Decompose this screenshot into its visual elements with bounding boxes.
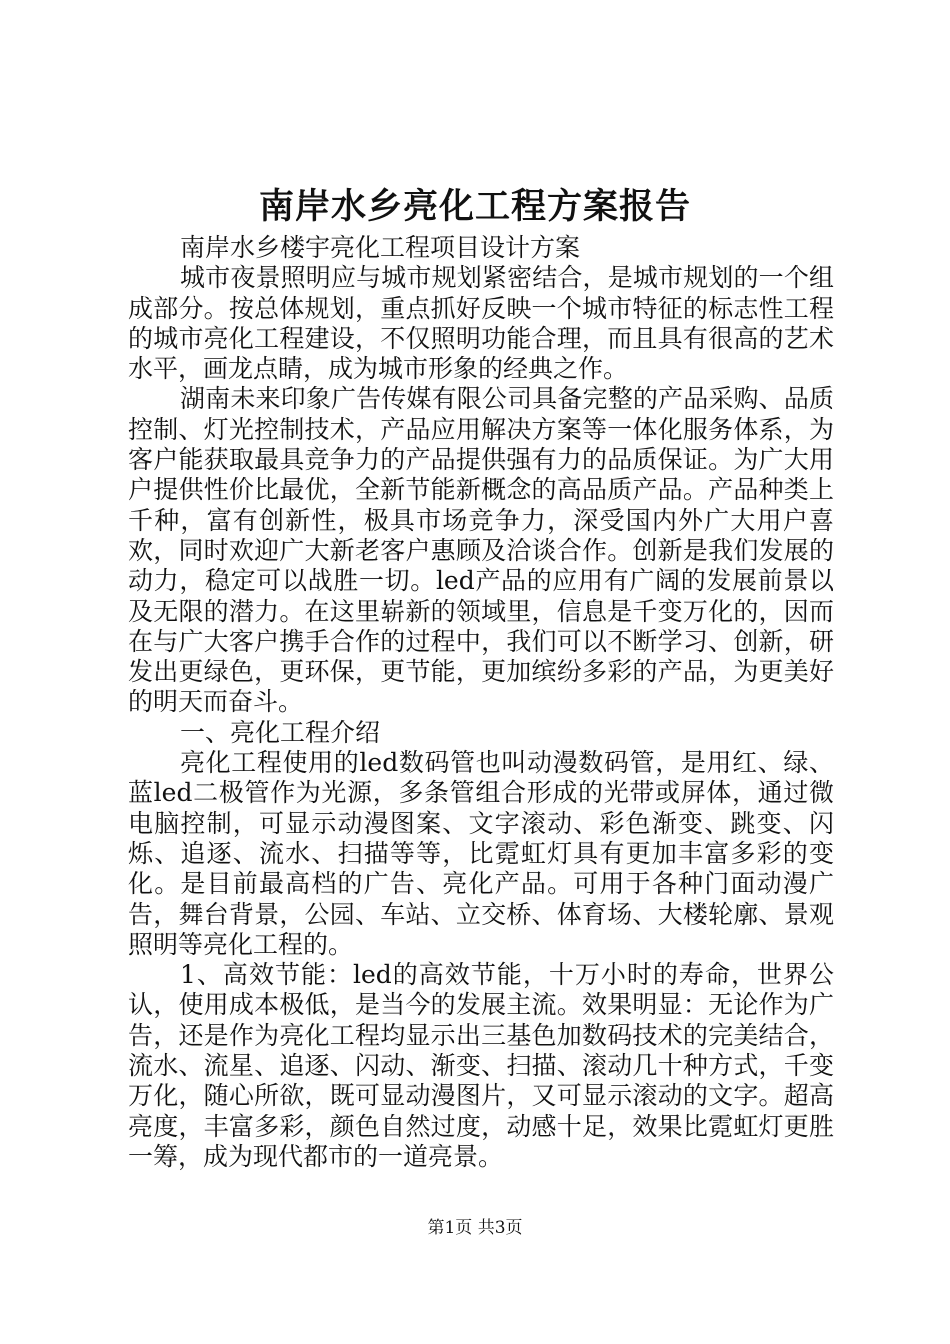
paragraph-company-intro: 湖南未来印象广告传媒有限公司具备完整的产品采购、品质控制、灯光控制技术，产品应用解决方案等一体化服务体系，为客户能获取最具竞争力的产品提供强有力的品质保证。为广大用户提供性价比最优，全新节能新概念的高品质产品。产品种类上千种，富有创新性，极具市场竞争力，深受国内外广大用户喜欢，同时欢迎广大新老客户惠顾及洽谈合作。创新是我们发展的动力，稳定可以战胜一切。led产品的应用有广阔的发展前景以及无限的潜力。在这里崭新的领域里，信息是千变万化的，因而在与广大客户携手合作的过程中，我们可以不断学习、创新，研发出更绿色，更环保，更节能，更加缤纷多彩的产品，为更美好的明天而奋斗。 <box>128 384 834 717</box>
document-title: 南岸水乡亮化工程方案报告 <box>258 186 691 227</box>
paragraph-city-lighting: 城市夜景照明应与城市规划紧密结合，是城市规划的一个组成部分。按总体规划，重点抓好反映一个城市特征的标志性工程的城市亮化工程建设，不仅照明功能合理，而且具有很高的艺术水平，画龙点睛，成为城市形象的经典之作。 <box>128 263 834 384</box>
paragraph-energy-saving: 1、高效节能：led的高效节能，十万小时的寿命，世界公认，使用成本极低，是当今的发展主流。效果明显：无论作为广告，还是作为亮化工程均显示出三基色加数码技术的完美结合，流水、流星、追逐、闪动、渐变、扫描、滚动几十种方式，千变万化，随心所欲，既可显动漫图片，又可显示滚动的文字。超高亮度，丰富多彩，颜色自然过度，动感十足，效果比霓虹灯更胜一筹，成为现代都市的一道亮景。 <box>128 960 834 1171</box>
section-heading-intro: 一、亮化工程介绍 <box>180 717 381 747</box>
document-body <box>128 233 834 1172</box>
page-footer: 第1页 共3页 <box>427 1218 523 1238</box>
paragraph-led-tubes: 亮化工程使用的led数码管也叫动漫数码管，是用红、绿、蓝led二极管作为光源，多条管组合形成的光带或屏体，通过微电脑控制，可显示动漫图案、文字滚动、彩色渐变、跳变、闪烁、追逐、流水、扫描等等，比霓虹灯具有更加丰富多彩的变化。是目前最高档的广告、亮化产品。可用于各种门面动漫广告，舞台背景，公园、车站、立交桥、体育场、大楼轮廓、景观照明等亮化工程的。 <box>128 748 834 959</box>
paragraph-subtitle: 南岸水乡楼宇亮化工程项目设计方案 <box>180 233 581 262</box>
